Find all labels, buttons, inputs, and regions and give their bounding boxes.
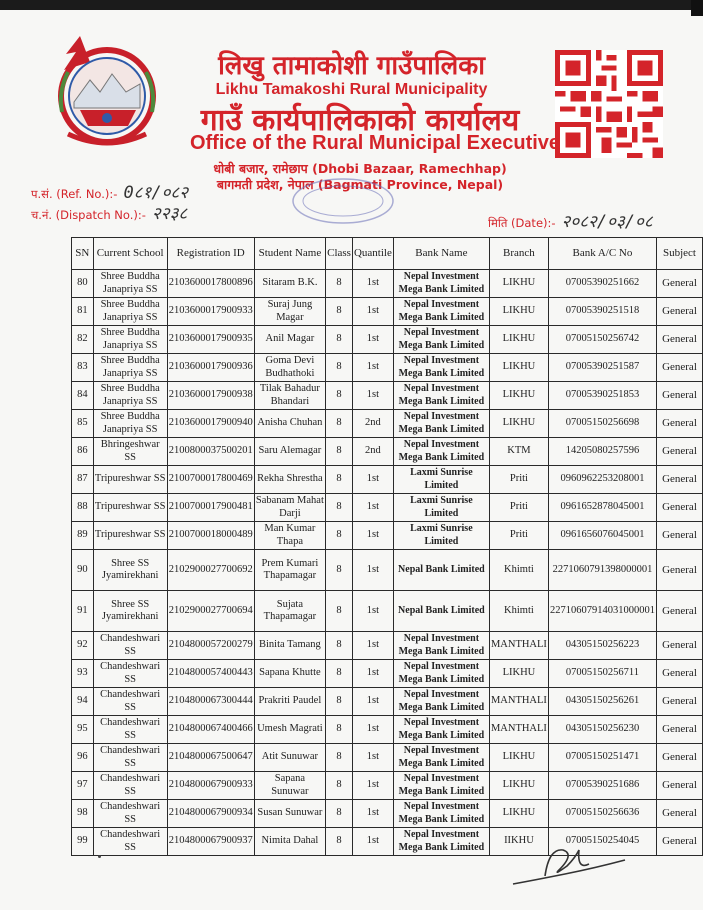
cell-current-school: Chandeshwari SS (93, 800, 167, 828)
cell-subject: General (656, 466, 702, 494)
cell-subject: General (656, 550, 702, 591)
table-row (72, 438, 703, 466)
cell-student-name: Susan Sunuwar (254, 800, 325, 828)
cell-bank-name: Nepal Investment Mega Bank Limited (393, 438, 489, 466)
ref-label: प.सं. (Ref. No.):- (31, 187, 118, 201)
cell-subject: General (656, 382, 702, 410)
cell-student-name: Rekha Shrestha (254, 466, 325, 494)
cell-subject: General (656, 438, 702, 466)
cell-student-name: Goma Devi Budhathoki (254, 354, 325, 382)
cell-current-school: Chandeshwari SS (93, 772, 167, 800)
cell-branch: LIKHU (489, 660, 548, 688)
cell-quantile: 1st (352, 772, 393, 800)
cell-registration-id: 2104800067900937 (167, 828, 254, 856)
document-date (488, 209, 653, 232)
cell-quantile: 1st (352, 382, 393, 410)
table-row (72, 270, 703, 298)
cell-class: 8 (326, 410, 353, 438)
header-municipality-nepali: लिखु तामाकोशी गाउँपालिका (218, 51, 485, 81)
header-municipality-english: Likhu Tamakoshi Rural Municipality (215, 81, 488, 98)
header-bank-name: Bank Name (393, 238, 489, 270)
cell-registration-id: 2103600017800896 (167, 270, 254, 298)
dispatch-value: २२३८ (151, 204, 188, 224)
header-subject: Subject (656, 238, 702, 270)
cell-class: 8 (326, 828, 353, 856)
table-row (72, 466, 703, 494)
cell-sn: 93 (72, 660, 94, 688)
cell-subject: General (656, 772, 702, 800)
cell-subject: General (656, 716, 702, 744)
cell-quantile: 1st (352, 298, 393, 326)
cell-sn: 96 (72, 744, 94, 772)
cell-branch: Khimti (489, 550, 548, 591)
table-row (72, 632, 703, 660)
cell-subject: General (656, 632, 702, 660)
cell-class: 8 (326, 326, 353, 354)
cell-branch: LIKHU (489, 270, 548, 298)
cell-bank-ac-no: 07005150256698 (548, 410, 656, 438)
header-office-english: Office of the Rural Municipal Executive (189, 132, 561, 154)
header-address-line1: धोबी बजार, रामेछाप (Dhobi Bazaar, Ramechhap) (213, 161, 507, 176)
cell-bank-name: Nepal Investment Mega Bank Limited (393, 772, 489, 800)
dispatch-number (31, 201, 187, 224)
table-header-row (72, 238, 703, 270)
cell-class: 8 (326, 632, 353, 660)
cell-sn: 81 (72, 298, 94, 326)
cell-student-name: Man Kumar Thapa (254, 522, 325, 550)
cell-quantile: 1st (352, 744, 393, 772)
cell-current-school: Shree Buddha Janapriya SS (93, 298, 167, 326)
cell-bank-ac-no: 2271060791398000001 (548, 550, 656, 591)
cell-bank-ac-no: 14205080257596 (548, 438, 656, 466)
header-registration-id: Registration ID (167, 238, 254, 270)
cell-bank-name: Nepal Investment Mega Bank Limited (393, 632, 489, 660)
table-row (72, 660, 703, 688)
cell-bank-name: Nepal Investment Mega Bank Limited (393, 382, 489, 410)
cell-subject: General (656, 410, 702, 438)
cell-registration-id: 2104800067500647 (167, 744, 254, 772)
cell-bank-name: Laxmi Sunrise Limited (393, 494, 489, 522)
cell-registration-id: 2102900027700694 (167, 591, 254, 632)
cell-current-school: Chandeshwari SS (93, 688, 167, 716)
cell-bank-ac-no: 07005390251686 (548, 772, 656, 800)
cell-sn: 97 (72, 772, 94, 800)
header-address-line2: बागमती प्रदेश, नेपाल (Bagmati Province, Nepal) (216, 177, 504, 192)
cell-current-school: Shree Buddha Janapriya SS (93, 410, 167, 438)
cell-current-school: Chandeshwari SS (93, 632, 167, 660)
cell-quantile: 1st (352, 354, 393, 382)
cell-branch: LIKHU (489, 800, 548, 828)
cell-student-name: Nimita Dahal (254, 828, 325, 856)
cell-quantile: 1st (352, 828, 393, 856)
table-row (72, 382, 703, 410)
cell-quantile: 1st (352, 632, 393, 660)
cell-class: 8 (326, 382, 353, 410)
cell-student-name: Sabanam Mahat Darji (254, 494, 325, 522)
cell-branch: MANTHALI (489, 688, 548, 716)
cell-sn: 92 (72, 632, 94, 660)
cell-class: 8 (326, 772, 353, 800)
cell-bank-name: Nepal Investment Mega Bank Limited (393, 828, 489, 856)
cell-current-school: Shree Buddha Janapriya SS (93, 354, 167, 382)
cell-class: 8 (326, 660, 353, 688)
table-row (72, 688, 703, 716)
cell-student-name: Sitaram B.K. (254, 270, 325, 298)
cell-student-name: Binita Tamang (254, 632, 325, 660)
cell-quantile: 1st (352, 591, 393, 632)
scan-edge (0, 0, 703, 10)
cell-subject: General (656, 744, 702, 772)
cell-subject: General (656, 688, 702, 716)
cell-current-school: Shree SS Jyamirekhani (93, 550, 167, 591)
header-class: Class (326, 238, 353, 270)
cell-branch: MANTHALI (489, 716, 548, 744)
cell-sn: 86 (72, 438, 94, 466)
header-quantile: Quantile (352, 238, 393, 270)
cell-student-name: Sapana Sunuwar (254, 772, 325, 800)
cell-registration-id: 2103600017900940 (167, 410, 254, 438)
cell-subject: General (656, 522, 702, 550)
cell-bank-ac-no: 07005150256636 (548, 800, 656, 828)
cell-quantile: 1st (352, 270, 393, 298)
cell-sn: 99 (72, 828, 94, 856)
table-row (72, 494, 703, 522)
cell-current-school: Shree Buddha Janapriya SS (93, 270, 167, 298)
cell-branch: Khimti (489, 591, 548, 632)
cell-quantile: 2nd (352, 438, 393, 466)
cell-class: 8 (326, 298, 353, 326)
cell-bank-name: Laxmi Sunrise Limited (393, 466, 489, 494)
cell-bank-name: Laxmi Sunrise Limited (393, 522, 489, 550)
cell-branch: LIKHU (489, 298, 548, 326)
cell-bank-name: Nepal Investment Mega Bank Limited (393, 716, 489, 744)
table-body (72, 270, 703, 856)
cell-registration-id: 2104800067300444 (167, 688, 254, 716)
cell-bank-ac-no: 07005390251587 (548, 354, 656, 382)
cell-bank-ac-no: 0960962253208001 (548, 466, 656, 494)
cell-quantile: 2nd (352, 410, 393, 438)
cell-current-school: Shree SS Jyamirekhani (93, 591, 167, 632)
cell-current-school: Bhringeshwar SS (93, 438, 167, 466)
cell-branch: LIKHU (489, 744, 548, 772)
dispatch-label: च.नं. (Dispatch No.):- (31, 208, 146, 222)
scan-speck (98, 855, 101, 858)
cell-class: 8 (326, 800, 353, 828)
cell-registration-id: 2100800037500201 (167, 438, 254, 466)
cell-bank-name: Nepal Investment Mega Bank Limited (393, 270, 489, 298)
cell-sn: 80 (72, 270, 94, 298)
cell-bank-ac-no: 07005150251471 (548, 744, 656, 772)
cell-bank-ac-no: 07005390251853 (548, 382, 656, 410)
cell-bank-ac-no: 07005150254045 (548, 828, 656, 856)
cell-quantile: 1st (352, 688, 393, 716)
cell-sn: 83 (72, 354, 94, 382)
cell-branch: IIKHU (489, 828, 548, 856)
cell-registration-id: 2104800057200279 (167, 632, 254, 660)
cell-bank-ac-no: 07005150256742 (548, 326, 656, 354)
cell-current-school: Shree Buddha Janapriya SS (93, 326, 167, 354)
cell-sn: 98 (72, 800, 94, 828)
cell-quantile: 1st (352, 716, 393, 744)
cell-sn: 95 (72, 716, 94, 744)
cell-bank-ac-no: 07005390251662 (548, 270, 656, 298)
cell-bank-ac-no: 04305150256223 (548, 632, 656, 660)
cell-bank-name: Nepal Investment Mega Bank Limited (393, 688, 489, 716)
cell-branch: Priti (489, 466, 548, 494)
cell-bank-ac-no: 07005390251518 (548, 298, 656, 326)
cell-student-name: Prem Kumari Thapamagar (254, 550, 325, 591)
header-bank-ac-no: Bank A/C No (548, 238, 656, 270)
header-office-nepali: गाउँ कार्यपालिकाको कार्यालय (200, 103, 520, 138)
cell-sn: 91 (72, 591, 94, 632)
cell-quantile: 1st (352, 522, 393, 550)
cell-class: 8 (326, 591, 353, 632)
cell-registration-id: 2103600017900933 (167, 298, 254, 326)
cell-registration-id: 2104800067900933 (167, 772, 254, 800)
ref-value: 0८१/०८२ (123, 183, 189, 203)
cell-quantile: 1st (352, 326, 393, 354)
header-branch: Branch (489, 238, 548, 270)
cell-current-school: Chandeshwari SS (93, 660, 167, 688)
cell-student-name: Umesh Magrati (254, 716, 325, 744)
cell-branch: Priti (489, 522, 548, 550)
cell-class: 8 (326, 716, 353, 744)
cell-branch: LIKHU (489, 354, 548, 382)
cell-bank-name: Nepal Investment Mega Bank Limited (393, 326, 489, 354)
date-label: मिति (Date):- (488, 216, 556, 230)
table-row (72, 522, 703, 550)
scan-corner (691, 0, 703, 16)
cell-subject: General (656, 828, 702, 856)
cell-quantile: 1st (352, 800, 393, 828)
cell-subject: General (656, 298, 702, 326)
table-row (72, 744, 703, 772)
cell-sn: 88 (72, 494, 94, 522)
cell-current-school: Chandeshwari SS (93, 828, 167, 856)
cell-class: 8 (326, 744, 353, 772)
cell-subject: General (656, 354, 702, 382)
date-value: २०८२/०३/०८ (561, 212, 653, 232)
cell-registration-id: 2103600017900935 (167, 326, 254, 354)
cell-class: 8 (326, 466, 353, 494)
cell-bank-ac-no: 0961656076045001 (548, 522, 656, 550)
cell-registration-id: 2100700017900481 (167, 494, 254, 522)
cell-class: 8 (326, 522, 353, 550)
cell-student-name: Suraj Jung Magar (254, 298, 325, 326)
cell-class: 8 (326, 688, 353, 716)
cell-subject: General (656, 270, 702, 298)
cell-subject: General (656, 591, 702, 632)
table-row (72, 800, 703, 828)
table-row (72, 410, 703, 438)
cell-bank-name: Nepal Investment Mega Bank Limited (393, 744, 489, 772)
cell-registration-id: 2104800067400466 (167, 716, 254, 744)
cell-branch: LIKHU (489, 772, 548, 800)
cell-branch: KTM (489, 438, 548, 466)
cell-subject: General (656, 800, 702, 828)
table-row (72, 354, 703, 382)
cell-branch: LIKHU (489, 326, 548, 354)
cell-bank-ac-no: 07005150256711 (548, 660, 656, 688)
cell-student-name: Anil Magar (254, 326, 325, 354)
cell-class: 8 (326, 270, 353, 298)
cell-registration-id: 2104800067900934 (167, 800, 254, 828)
cell-registration-id: 2103600017900936 (167, 354, 254, 382)
cell-registration-id: 2104800057400443 (167, 660, 254, 688)
cell-class: 8 (326, 354, 353, 382)
cell-registration-id: 2100700018000489 (167, 522, 254, 550)
cell-class: 8 (326, 494, 353, 522)
cell-bank-name: Nepal Investment Mega Bank Limited (393, 660, 489, 688)
student-table (71, 237, 703, 856)
reference-number (31, 180, 188, 203)
cell-subject: General (656, 326, 702, 354)
cell-registration-id: 2103600017900938 (167, 382, 254, 410)
cell-branch: LIKHU (489, 410, 548, 438)
cell-registration-id: 2102900027700692 (167, 550, 254, 591)
cell-quantile: 1st (352, 550, 393, 591)
cell-student-name: Sujata Thapamagar (254, 591, 325, 632)
cell-sn: 87 (72, 466, 94, 494)
header-current-school: Current School (93, 238, 167, 270)
cell-bank-ac-no: 04305150256230 (548, 716, 656, 744)
office-stamp-icon (288, 176, 398, 226)
cell-student-name: Anisha Chuhan (254, 410, 325, 438)
cell-class: 8 (326, 438, 353, 466)
cell-quantile: 1st (352, 466, 393, 494)
table-row (72, 772, 703, 800)
cell-branch: LIKHU (489, 382, 548, 410)
table-row (72, 591, 703, 632)
cell-bank-ac-no: 22710607914031000001 (548, 591, 656, 632)
cell-bank-name: Nepal Investment Mega Bank Limited (393, 800, 489, 828)
signature-icon (505, 840, 635, 890)
table-row (72, 716, 703, 744)
cell-bank-name: Nepal Bank Limited (393, 591, 489, 632)
cell-sn: 89 (72, 522, 94, 550)
cell-class: 8 (326, 550, 353, 591)
cell-branch: Priti (489, 494, 548, 522)
cell-quantile: 1st (352, 494, 393, 522)
cell-student-name: Prakriti Paudel (254, 688, 325, 716)
cell-bank-name: Nepal Investment Mega Bank Limited (393, 354, 489, 382)
cell-current-school: Chandeshwari SS (93, 744, 167, 772)
cell-sn: 84 (72, 382, 94, 410)
cell-quantile: 1st (352, 660, 393, 688)
cell-student-name: Tilak Bahadur Bhandari (254, 382, 325, 410)
table-row (72, 298, 703, 326)
cell-current-school: Tripureshwar SS (93, 522, 167, 550)
header-student-name: Student Name (254, 238, 325, 270)
table-row (72, 550, 703, 591)
cell-student-name: Atit Sunuwar (254, 744, 325, 772)
cell-sn: 82 (72, 326, 94, 354)
cell-subject: General (656, 660, 702, 688)
cell-current-school: Tripureshwar SS (93, 466, 167, 494)
cell-bank-name: Nepal Bank Limited (393, 550, 489, 591)
cell-subject: General (656, 494, 702, 522)
cell-bank-name: Nepal Investment Mega Bank Limited (393, 410, 489, 438)
cell-sn: 94 (72, 688, 94, 716)
cell-registration-id: 2100700017800469 (167, 466, 254, 494)
cell-bank-name: Nepal Investment Mega Bank Limited (393, 298, 489, 326)
cell-bank-ac-no: 0961652878045001 (548, 494, 656, 522)
cell-branch: MANTHALI (489, 632, 548, 660)
cell-current-school: Chandeshwari SS (93, 716, 167, 744)
cell-sn: 85 (72, 410, 94, 438)
cell-bank-ac-no: 04305150256261 (548, 688, 656, 716)
cell-student-name: Saru Alemagar (254, 438, 325, 466)
cell-sn: 90 (72, 550, 94, 591)
cell-student-name: Sapana Khutte (254, 660, 325, 688)
table-row (72, 326, 703, 354)
header-sn: SN (72, 238, 94, 270)
cell-current-school: Shree Buddha Janapriya SS (93, 382, 167, 410)
cell-current-school: Tripureshwar SS (93, 494, 167, 522)
